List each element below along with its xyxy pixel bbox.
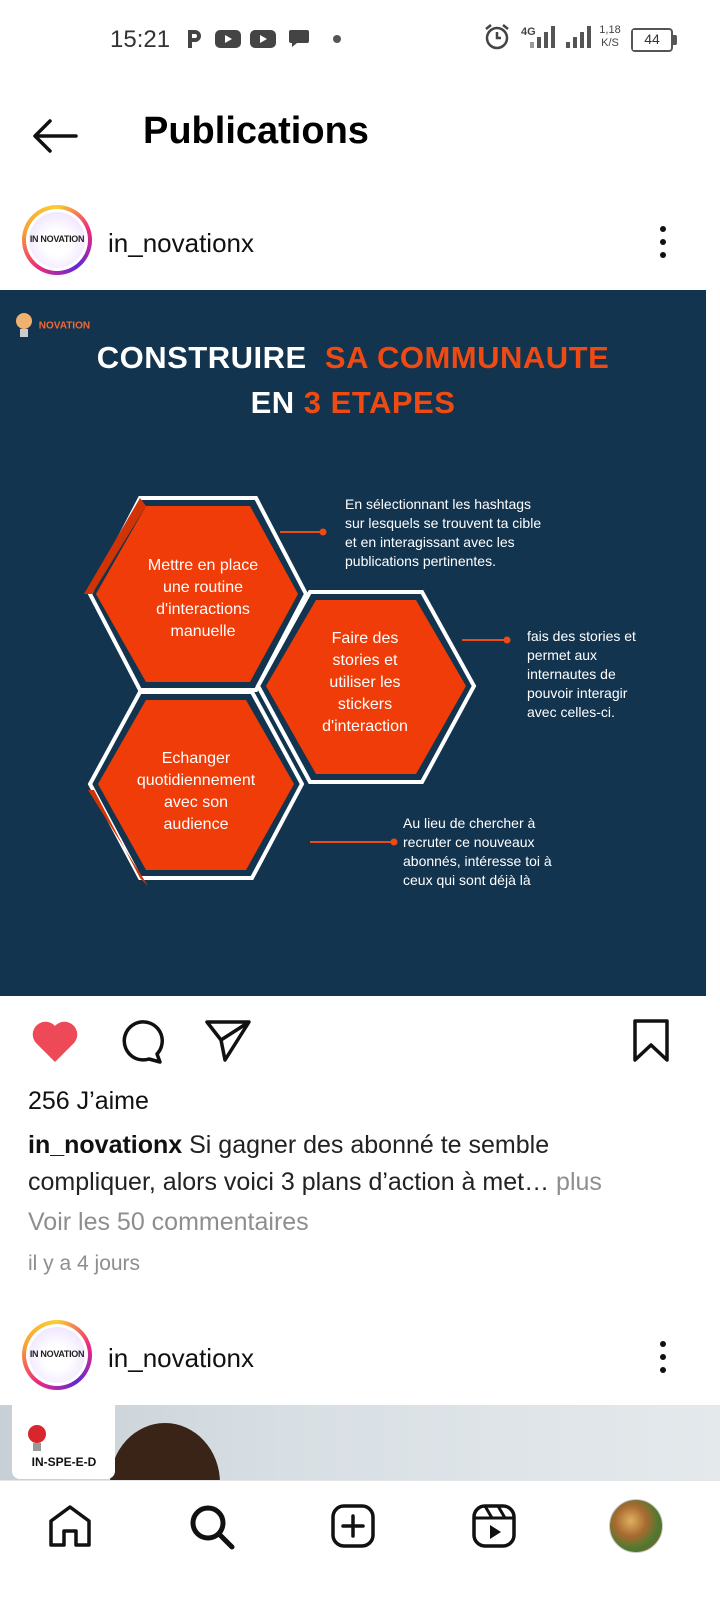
post-username[interactable]: in_novationx (108, 228, 254, 258)
alarm-icon (482, 22, 512, 52)
parking-icon (185, 28, 203, 50)
view-comments-link[interactable]: Voir les 50 commentaires (28, 1208, 309, 1236)
battery-icon: 44 (631, 28, 673, 52)
reels-icon[interactable] (471, 1503, 517, 1549)
status-time: 15:21 (110, 26, 171, 53)
side-note-3: Au lieu de chercher à recruter ce nouveaux abonnés, intéresse toi à ceux qui sont déjà là (403, 815, 552, 888)
share-icon[interactable] (203, 1018, 253, 1064)
back-arrow-icon[interactable] (30, 116, 80, 156)
more-options-icon[interactable] (656, 226, 670, 265)
caption-more-link[interactable]: plus (549, 1168, 602, 1196)
heart-icon[interactable] (30, 1018, 80, 1064)
post-username[interactable]: in_novationx (108, 1343, 254, 1373)
post-caption (28, 1127, 668, 1201)
search-icon[interactable] (188, 1503, 236, 1551)
create-post-icon[interactable] (330, 1503, 376, 1549)
side-note-1: En sélectionnant les hashtags sur lesquels se trouvent ta cible et en interagissant avec les publications pertinentes. (345, 496, 542, 569)
post-headline-line2: EN 3 ETAPES (250, 385, 456, 420)
network-speed: 1,18 K/S (599, 24, 621, 49)
signal-icon (564, 22, 594, 50)
comment-icon[interactable] (116, 1018, 166, 1064)
post-brand-badge: IN-SPE-E-D (12, 1405, 115, 1479)
caption-text: Si gagner des abonné te semble compliquer, alors voici 3 plans d’action à met… (28, 1131, 550, 1196)
hexagon-label-3: Echanger quotidiennement avec son audience (136, 750, 256, 833)
side-note-2: fais des stories et permet aux internautes de pouvoir interagir avec celles-ci. (527, 628, 636, 720)
like-count[interactable]: 256 J’aime (28, 1087, 149, 1115)
post-headline-line1: CONSTRUIRE SA COMMUNAUTE (96, 340, 610, 375)
more-options-icon[interactable] (656, 1341, 670, 1380)
youtube-icon (214, 28, 242, 50)
signal-icon (524, 22, 560, 50)
chat-bubble-icon (286, 28, 312, 50)
youtube-icon (249, 28, 277, 50)
network-type: 4G (521, 26, 536, 38)
bottom-navigation (0, 1480, 720, 1600)
lightbulb-logo-icon (24, 1423, 50, 1455)
hexagon-label-1: Mettre en place une routine d'interactions manuelle (147, 557, 259, 640)
bookmark-icon[interactable] (630, 1018, 672, 1064)
post-logo: NOVATION (12, 310, 90, 342)
hexagon-label-2: Faire des stories et utiliser les stickers d'interaction (322, 630, 408, 735)
post-timestamp: il y a 4 jours (28, 1252, 141, 1275)
profile-avatar[interactable] (609, 1499, 663, 1553)
avatar[interactable]: IN NOVATION (22, 205, 92, 275)
avatar[interactable]: IN NOVATION (22, 1320, 92, 1390)
page-title: Publications (143, 110, 369, 152)
home-icon[interactable] (46, 1503, 94, 1549)
caption-username[interactable]: in_novationx (28, 1131, 183, 1159)
notification-dot-icon (330, 28, 344, 50)
